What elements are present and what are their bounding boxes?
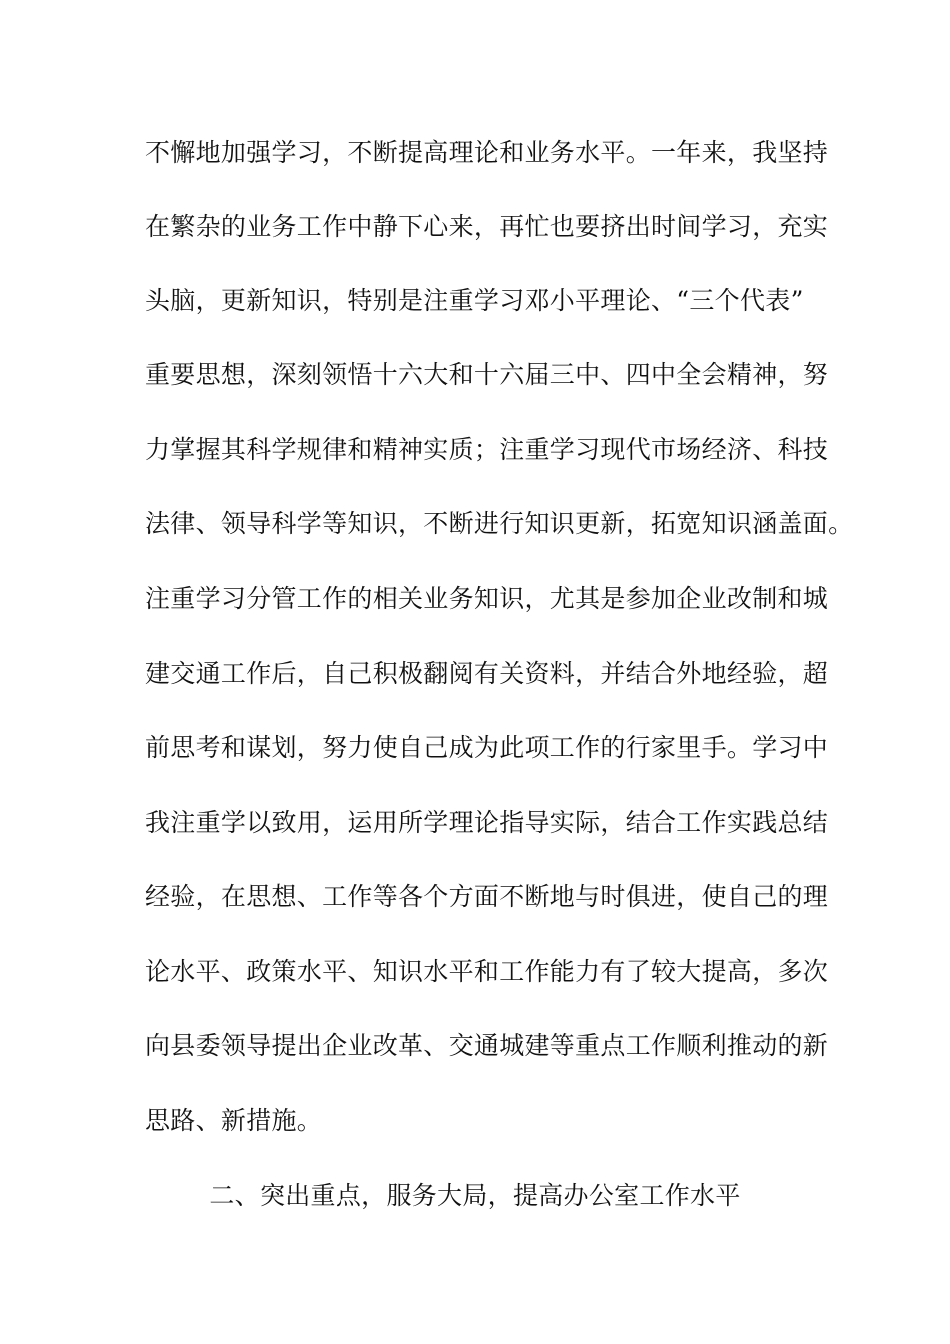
paragraph-line-8: 建交通工作后，自己积极翻阅有关资料，并结合外地经验，超 [145, 659, 829, 688]
paragraph-line-2: 在繁杂的业务工作中静下心来，再忙也要挤出时间学习，充实 [145, 212, 829, 241]
paragraph-line-7: 注重学习分管工作的相关业务知识，尤其是参加企业改制和城 [145, 584, 829, 613]
paragraph-line-13: 向县委领导提出企业改革、交通城建等重点工作顺利推动的新 [145, 1031, 829, 1060]
section-heading: 二、突出重点，服务大局，提高办公室工作水平 [209, 1181, 741, 1210]
paragraph-line-12: 论水平、政策水平、知识水平和工作能力有了较大提高，多次 [145, 957, 829, 986]
paragraph-line-9: 前思考和谋划，努力使自己成为此项工作的行家里手。学习中 [145, 733, 829, 762]
paragraph-line-6: 法律、领导科学等知识，不断进行知识更新，拓宽知识涵盖面。 [145, 509, 854, 538]
paragraph-line-3: 头脑，更新知识，特别是注重学习邓小平理论、“三个代表” [145, 286, 804, 315]
paragraph-line-10: 我注重学以致用，运用所学理论指导实际，结合工作实践总结 [145, 808, 829, 837]
paragraph-line-11: 经验，在思想、工作等各个方面不断地与时俱进，使自己的理 [145, 882, 829, 911]
paragraph-line-5: 力掌握其科学规律和精神实质；注重学习现代市场经济、科技 [145, 435, 829, 464]
paragraph-line-1: 不懈地加强学习，不断提高理论和业务水平。一年来，我坚持 [145, 138, 829, 167]
paragraph-line-4: 重要思想，深刻领悟十六大和十六届三中、四中全会精神，努 [145, 360, 829, 389]
paragraph-line-14: 思路、新措施。 [145, 1106, 323, 1135]
